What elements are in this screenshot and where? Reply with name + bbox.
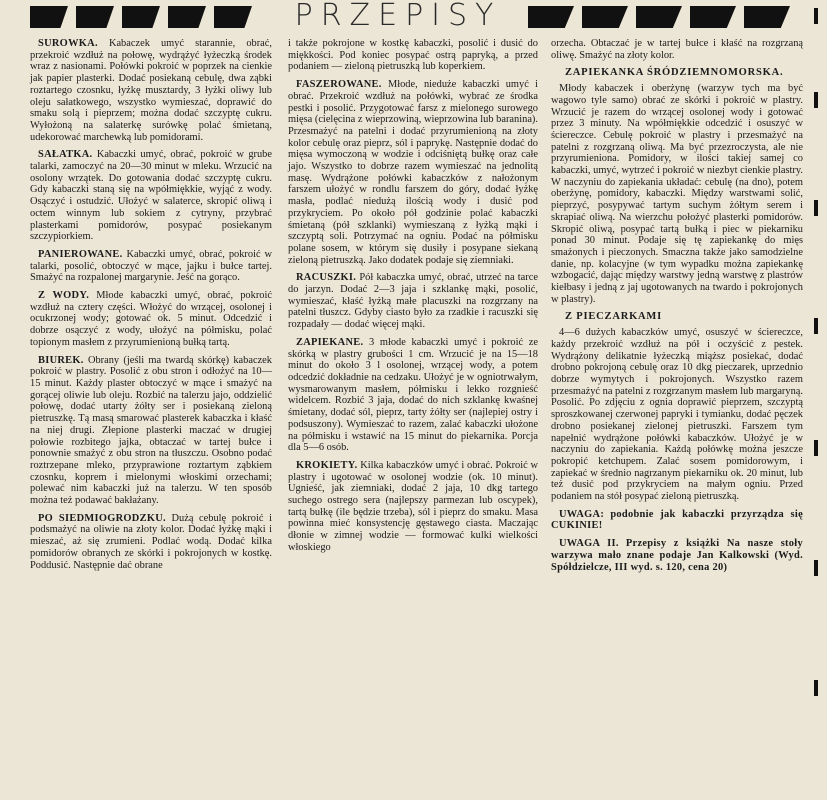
recipe-salatka: [30, 149, 272, 243]
recipe-title: SUROWKA.: [38, 38, 98, 49]
recipe-panierowane: [30, 249, 272, 284]
edge-rule-marks: [814, 0, 818, 800]
left-arrow-ornaments: [30, 6, 252, 28]
note-body: podobnie jak kabaczki przyrządza się CUKINIE!: [551, 508, 803, 532]
recipe-title: RACUSZKI.: [296, 272, 357, 284]
recipe-title: KROKIETY.: [296, 459, 358, 471]
edge-tick: [814, 440, 818, 456]
recipe-body: Dużą cebulę pokroić i podsmażyć na oliwie na złoty kolor. Dodać łyżkę mąki i mieszać, aż się zrumieni. Podlać wodą. Dodać kilka pomidorów obranych ze skórki i pokrojonych w kostkę. Poddusić. Następnie dać obrane: [30, 512, 272, 571]
recipe-body: Obrany (jeśli ma twardą skórkę) kabaczek pokroić w plastry. Posolić z obu stron i odłożyć na 10—15 minut. Każdy plaster obtoczyć w mące i smażyć na gorącej oliwie lub oleju. Rozbić na talerzu jajo, oddzielić połowę, dodać utarty żółty ser i posiekaną zieloną pietruszkę. Tą masą smarować plasterek kabaczka i kłaść na niej drugi. Złepione plasterki maczać w drugiej połowie rozbitego jajka, obtaczać w tartej bułce i ponownie smażyć z obu stron na tłuszczu. Osobno podać roztrzepane mleko, przyprawione roztartym ząbkiem czosnku, koprem i mielonymi włoskimi orzechami; polewać nim kabaczki już na talerzu. W ten sposób można też podawać bakłażany.: [30, 354, 272, 507]
column-2: [288, 38, 538, 560]
recipe-title: Z WODY.: [38, 290, 90, 302]
arrow-ornament: [30, 6, 68, 28]
edge-tick: [814, 318, 818, 334]
recipe-racuszki: [288, 272, 538, 331]
recipe-continuation: [551, 38, 803, 61]
right-arrow-ornaments: [528, 6, 790, 28]
edge-tick: [814, 200, 818, 216]
note-body: Przepisy z książki Na nasze stoły warzywa mało znane podaje Jan Kalkowski (Wyd. Spółdzielcze, III wyd. s. 120, cena 20): [551, 538, 803, 573]
arrow-ornament: [122, 6, 160, 28]
page-header: [0, 0, 827, 40]
recipe-body: Młode, nieduże kabaczki umyć i obrać. Przekroić wzdłuż na połówki, wybrać ze środka pestki i posolić. Przygotować farsz z mielonego surowego mięsa (cielęcina z wieprzowiną, wieprzowina lub baranina). Przesmażyć na patelni i dodać przyrumienioną na złoty kolor cebulę oraz pieprz, sól i paprykę. Następnie dodać do mięsa wymoczoną w wodzie i odciśniętą bułkę oraz całe jajo. Wszystko to dobrze razem wymieszać na jednolitą masę. Wydrążone połówki kabaczków z nałożonym farszem ułożyć w rondlu farszem do góry, dodać łyżkę masła, podlać niedużą ilością wody i dusić pod przykryciem. Po około pół godzinie polać kabaczki śmietaną (pół szklanki) wymieszaną z łyżką mąki i szczyptą soli. Potrzymać na ogniu. Podać na półmisku polane sosem, w którym się dusiły i posypane siekaną zieloną pietruszką. Jako dodatek podaje się ziemniaki.: [288, 79, 538, 266]
recipe-body: Kabaczki umyć, obrać, pokroić w talarki, posolić, obtoczyć w mące, jajku i bułce tartej. Smażyć na rozpalonej margarynie. Jeść na gorąco.: [30, 248, 272, 284]
recipe-heading-zapiekanka: ZAPIEKANKA ŚRÓDZIEMNOMORSKA.: [565, 67, 784, 79]
recipe-body: 3 młode kabaczki umyć i pokroić ze skórką w plastry grubości 1 cm. Wrzucić je na 15—18 minut do około 3 l osolonej, wrzącej wody, a potem odcedzić dokładnie na cedzaku. Ułożyć je w ogniotrwałym, wysmarowanym masłem, półmisku i lekko rozgnieść widelcem. Rozbić 3 jaja, dodać do nich szklankę kwaśnej śmietany, dodać sól, pieprz, tarty żółty ser (najlepiej ostry i podsuszony). Wymieszać to razem, zalać kabaczki ułożone na półmisku i wstawić na 15 minut do piekarnika. Porcja dla 5—6 osób.: [288, 336, 538, 454]
recipe-title: BIUREK.: [38, 354, 84, 366]
recipe-z-pieczarkami: [551, 327, 803, 503]
column-3: [551, 38, 803, 579]
column-1: [30, 38, 272, 577]
arrow-ornament: [636, 6, 682, 28]
edge-tick: [814, 560, 818, 576]
recipe-title: ZAPIEKANE.: [296, 336, 364, 348]
recipe-continuation: [288, 38, 538, 73]
note-uwaga-2: [551, 538, 803, 573]
recipe-body: Młode kabaczki umyć, obrać, pokroić wzdłuż na cztery części. Włożyć do wrzącej, osolonej i ocukrzonej wody; gotować ok. 5 minut. Odcedzić i dobrze osączyć z wody, ułożyć na półmisku, polać topionym masłem z przyrumienioną bułką tartą.: [30, 290, 272, 348]
arrow-ornament: [744, 6, 790, 28]
recipe-z-wody: [30, 290, 272, 349]
recipe-zapiekanka: [551, 83, 803, 305]
arrow-ornament: [528, 6, 574, 28]
note-title: UWAGA II.: [559, 538, 619, 550]
note-uwaga: [551, 509, 803, 532]
recipe-po-siedmiogrodzku: [30, 513, 272, 572]
recipe-body: 4—6 dużych kabaczków umyć, osuszyć w ściereczce, każdy przekroić wzdłuż na pół i oczyścić z pestek. Wydrążony delikatnie łyżeczką miąższ posiekać, dodać drobno pokrojoną cebulę oraz 10 dkg pieczarek, uprzednio dobrze wymytych i pokrojonych. Wszystko razem przesmażyć na patelni z rozgrzanym masłem lub margaryną. Posolić. Po zdjęciu z ognia doprawić pieprzem, szczyptą sproszkowanej czerwonej papryki i tymianku, dodać pęczek drobno posiekanej zielonej pietruszki. Farszem tym napełnić wydrążone połówki kabaczków. Ułożyć je w naczyniu do zapiekania. Każdą połówkę można jeszcze pokropić ketchupem. Zalać sosem pomidorowym, i zapiekać w średnio nagrzanym piekarniku ok. 20 minut, lub też dusić pod przykryciem na małym ogniu. Przed podaniem na stół posypać zieloną pietruszką.: [551, 327, 803, 503]
arrow-ornament: [690, 6, 736, 28]
recipe-body: orzecha. Obtaczać je w tartej bułce i kłaść na rozgrzaną oliwę. Smażyć na złoty kolor.: [551, 38, 803, 61]
edge-tick: [814, 92, 818, 108]
recipe-title: PANIEROWANE.: [38, 248, 123, 260]
recipe-zapiekane: [288, 337, 538, 454]
arrow-ornament: [76, 6, 114, 28]
edge-tick: [814, 680, 818, 696]
arrow-ornament: [582, 6, 628, 28]
note-title: UWAGA:: [559, 508, 605, 520]
recipe-body: Młody kabaczek i oberżynę (warzyw tych ma być wagowo tyle samo) obrać ze skórki i pokroić w plastry. Wrzucić je razem do wrzącej osolonej wody i gotować przez 3 minuty. Na wpółmiękkie odcedzić i osuszyć w ściereczce. Cebulę pokroić w plastry i przesmażyć na patelni z rozgrzaną oliwą. Ma być przezroczysta, ale nie przyrumieniona. Pomidory, w ilości takiej samej co kabaczki, umyć, wytrzeć i pokroić w niezbyt cienkie plastry. W naczyniu do zapiekania układać: cebulę (na dno), potem oberżynę, pomidory, kabaczki. Między warstwami solić, pieprzyć, posypywać tartym suchym żółtym serem i skrapiać oliwą. Na wierzchu położyć plasterki pomidorów. Skropić oliwą, posypać tartą bułką i piec w piekarniku ponad 30 minut. Podaje się tę zapiekankę do mięs smażonych i pieczonych. Smaczna także jako samodzielne danie, np. kolacyjne (w tym wypadku można zapiekankę wzbogacić, dając między warstwy jedną warstwę z plastrów kiełbasy i jedną z jaj ugotowanych na twardo i pokrojonych w plastry).: [551, 83, 803, 305]
recipe-body: Kabaczek umyć starannie, obrać, przekroić wzdłuż na połowę, wydrążyć łyżeczką środek wraz z nasionami. Połówki pokroić w poprzek na cienkie jak papier plasterki. Dodać posiekaną cebulę, dwa ząbki roztartego czosnku, łyżkę musztardy, 3 łyżki oliwy lub oleju sałatkowego, wszystko wymieszać, doprawić do smaku solą i pieprzem; można dodać szczyptę cukru. Wyłożoną na salaterkę surówkę polać śmietaną, udekorować marchewką lub pomidorami.: [30, 38, 272, 143]
recipe-biurek: [30, 355, 272, 507]
recipe-krokiety: [288, 460, 538, 554]
recipe-title: FASZEROWANE.: [296, 79, 382, 91]
recipe-surowka: [30, 38, 272, 143]
recipe-faszerowane: [288, 79, 538, 266]
page-title: PRZEPISY: [294, 0, 502, 33]
recipe-heading-z-pieczarkami: Z PIECZARKAMI: [565, 311, 663, 323]
recipe-body: Kabaczki umyć, obrać, pokroić w grube talarki, zamoczyć na 20—30 minut w mleku. Wrzucić na osolony wrzątek. Do gotowania dodać szczyptę cukru. Gdy kabaczki staną się na wpółmiękkie, wyjąć z wody. Osączyć i ostudzić. Ułożyć w salaterce, skropić oliwą i octem winnym lub sokiem z cytryny, przybrać plasterkami pomidorów, posypać posiekanym szczypiorkiem.: [30, 149, 272, 243]
recipe-body: Pół kabaczka umyć, obrać, utrzeć na tarce do jarzyn. Dodać 2—3 jaja i szklankę mąki, posolić, wymieszać, kłaść łyżką małe placuszki na rozgrzany na patelni tłuszcz. Gdyby ciasto było za rzadkie i racuszki się rozpadały — dodać więcej mąki.: [288, 272, 538, 331]
arrow-ornament: [214, 6, 252, 28]
edge-tick: [814, 8, 818, 24]
recipe-title: SAŁATKA.: [38, 149, 93, 161]
recipe-body: i także pokrojone w kostkę kabaczki, posolić i dusić do miękkości. Pod koniec posypać ostrą papryką, a przed podaniem — zieloną pietruszką lub koperkiem.: [288, 38, 538, 73]
arrow-ornament: [168, 6, 206, 28]
recipe-body: Kilka kabaczków umyć i obrać. Pokroić w plastry i ugotować w osolonej wodzie (ok. 10 minut). Ugnieść, jak ziemniaki, dodać 2 jaja, 10 dkg tartego suchego ostrego sera (najlepszy parmezan lub oscypek), tartą bułkę (ile będzie trzeba), sól i pieprz do smaku. Masa powinna mieć konsystencję gęstawego ciasta. Maczając dłonie w zimnej wodzie — formować kulki wielkości włoskiego: [288, 459, 538, 553]
recipe-title: PO SIEDMIOGRODZKU.: [38, 512, 166, 524]
